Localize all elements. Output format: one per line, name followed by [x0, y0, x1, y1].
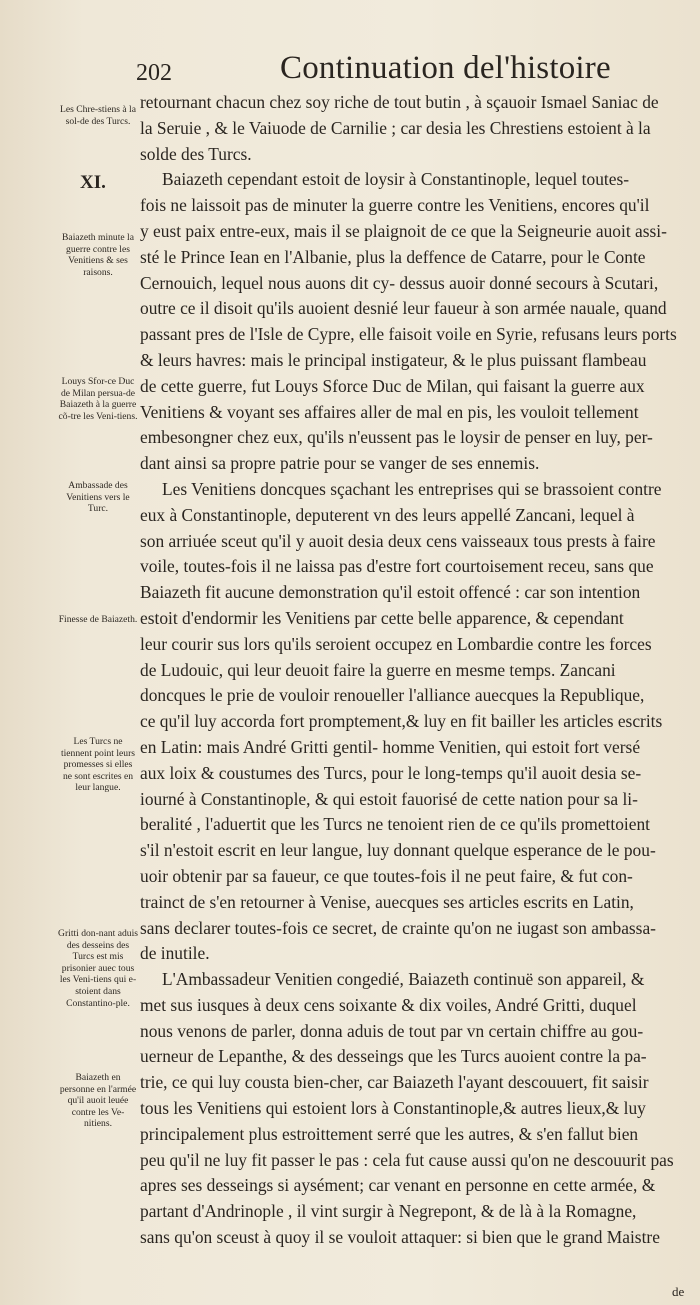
margin-note: Ambassade des Venitiens vers le Turc.	[66, 480, 130, 515]
margin-note: Les Chre-stiens à la sol-de des Turcs.	[60, 104, 136, 127]
text-line: embesongner chez eux, qu'ils n'eussent pas le loysir de penser en luy, per-	[140, 427, 653, 448]
text-line: Cernouich, lequel nous auons dit cy- dessus auoir donné secours à Scutari,	[140, 272, 659, 293]
text-line: L'Ambassadeur Venitien congedié, Baiazeth continuë son appareil, &	[162, 969, 645, 990]
text-line: ce qu'il luy accorda fort promptement,& luy en fit bailler les articles escrits	[140, 711, 663, 732]
section-marker: XI.	[80, 172, 106, 193]
body-text	[140, 90, 680, 1251]
text-line: retournant chacun chez soy riche de tout butin , à sçauoir Ismael Saniac de	[140, 92, 659, 112]
text-line: dant ainsi sa propre patrie pour se vanger de ses ennemis.	[140, 453, 540, 474]
text-line: Venitiens & voyant ses affaires aller de mal en pis, les vouloit tellement	[140, 401, 639, 422]
text-line: Les Venitiens doncques sçachant les entreprises qui se brassoient contre	[162, 478, 662, 499]
text-line: met sus iusques à deux cens soixante & dix voiles, André Gritti, duquel	[140, 994, 637, 1015]
text-line: fois ne laissoit pas de minuter la guerre contre les Venitiens, encores qu'il	[140, 195, 650, 216]
text-line: uoir obtenir par sa faueur, ce que toutes-fois il ne peut faire, & fut con-	[140, 865, 633, 886]
text-line: peu qu'il ne luy fit passer le pas : cela fut cause aussi qu'on ne descouurit pas	[140, 1149, 674, 1170]
margin-note: Baiazeth en personne en l'armée qu'il auoit leuée contre les Ve-nitiens.	[59, 1072, 137, 1130]
text-line: de inutile.	[140, 943, 210, 964]
text-line: s'il n'estoit escrit en leur langue, luy donnant quelque esperance de le pou-	[140, 840, 656, 861]
text-line: partant d'Andrinople , il vint surgir à Negrepont, & de là à la Romagne,	[140, 1201, 637, 1222]
text-line: estoit d'endormir les Venitiens par cette belle apparence, & cependant	[140, 607, 624, 628]
text-line: en Latin: mais André Gritti gentil- homme Venitien, qui estoit fort versé	[140, 736, 641, 757]
text-line: trainct de s'en retourner à Venise, auecques ses articles escrits en Latin,	[140, 891, 634, 912]
text-line: leur courir sus lors qu'ils seroient occupez en Lombardie contre les forces	[140, 633, 652, 654]
text-line: voile, toutes-fois il ne laissa pas d'estre fort courtoisement receu, sans que	[140, 556, 654, 577]
text-line: trie, ce qui luy cousta bien-cher, car Baiazeth l'ayant descouuert, fit saisir	[140, 1072, 649, 1093]
text-line: y eust paix entre-eux, mais il se plaignoit de ce que la Seigneurie auoit assi-	[140, 220, 667, 241]
text-line: tous les Venitiens qui estoient lors à Constantinople,& autres lieux,& luy	[140, 1098, 646, 1119]
margin-note: Louys Sfor-ce Duc de Milan persua-de Baiazeth à la guerre cõ-tre les Veni-tiens.	[58, 376, 138, 422]
text-line: sans declarer toutes-fois ce secret, de crainte qu'on ne iugast son ambassa-	[140, 917, 656, 938]
text-line: son arriuée sceut qu'il y auoit desia deux cens vaisseaux tous prests à faire	[140, 530, 656, 551]
text-line: & leurs havres: mais le principal instigateur, & le plus puissant flambeau	[140, 349, 647, 370]
catchword: de	[672, 1284, 685, 1299]
text-line: uerneur de Lepanthe, & des desseings que les Turcs auoient contre la pa-	[140, 1046, 647, 1067]
text-line: outre ce il disoit qu'ils auoient desnié leur faueur à son armée nauale, quand	[140, 298, 667, 319]
text-line: de cette guerre, fut Louys Sforce Duc de Milan, qui faisant la guerre aux	[140, 375, 645, 396]
running-title: Continuation del'histoire	[280, 50, 611, 86]
text-line: passant pres de l'Isle de Cypre, elle faisoit voile en Syrie, refusans leurs ports	[140, 324, 677, 345]
text-line: nous venons de parler, donna aduis de tout par vn certain chiffre au gou-	[140, 1020, 644, 1041]
margin-note: Finesse de Baiazeth.	[58, 614, 138, 625]
text-line: aux loix & coustumes des Turcs, pour le long-temps qu'il auoit desia se-	[140, 762, 642, 783]
text-line: beralité , l'aduertit que les Turcs ne tenoient rien de ce qu'ils promettoient	[140, 814, 650, 835]
text-line: Baiazeth fit aucune demonstration qu'il estoit offencé : car son intention	[140, 582, 641, 603]
margin-note: Gritti don-nant aduis des desseins des Turcs est mis prisonier auec tous les Veni-tiens qui e-stoient dans Constantino-ple.	[58, 928, 138, 1009]
margin-note: Les Turcs ne tiennent point leurs promesses si elles ne sont escrites en leur langue.	[60, 736, 136, 794]
text-line: sans qu'on sceust à quoy il se vouloit attaquer: si bien que le grand Maistre	[140, 1227, 660, 1248]
text-line: doncques le prie de vouloir renoueller l'alliance auecques la Republique,	[140, 685, 645, 706]
text-line: apres ses desseings si aysément; car venant en personne en cette armée, &	[140, 1175, 656, 1196]
page-number: 202	[136, 60, 172, 86]
text-line: iourné à Constantinople, & qui estoit fauorisé de cette nation pour sa li-	[140, 788, 638, 809]
text-line: principalement plus estroittement serré que les autres, & s'en fallut bien	[140, 1123, 639, 1144]
text-line: de Ludouic, qui leur deuoit faire la guerre en mesme temps. Zancani	[140, 659, 616, 680]
text-line: solde des Turcs.	[140, 143, 252, 164]
text-line: sté le Prince Iean en l'Albanie, plus la deffence de Catarre, pour le Conte	[140, 246, 646, 267]
text-line: la Seruie , & le Vaiuode de Carnilie ; car desia les Chrestiens estoient à la	[140, 117, 651, 138]
margin-note: Baiazeth minute la guerre contre les Venitiens & ses raisons.	[62, 232, 134, 278]
text-line: eux à Constantinople, deputerent vn des leurs appellé Zancani, lequel à	[140, 504, 635, 525]
text-line: Baiazeth cependant estoit de loysir à Constantinople, lequel toutes-	[162, 169, 629, 190]
